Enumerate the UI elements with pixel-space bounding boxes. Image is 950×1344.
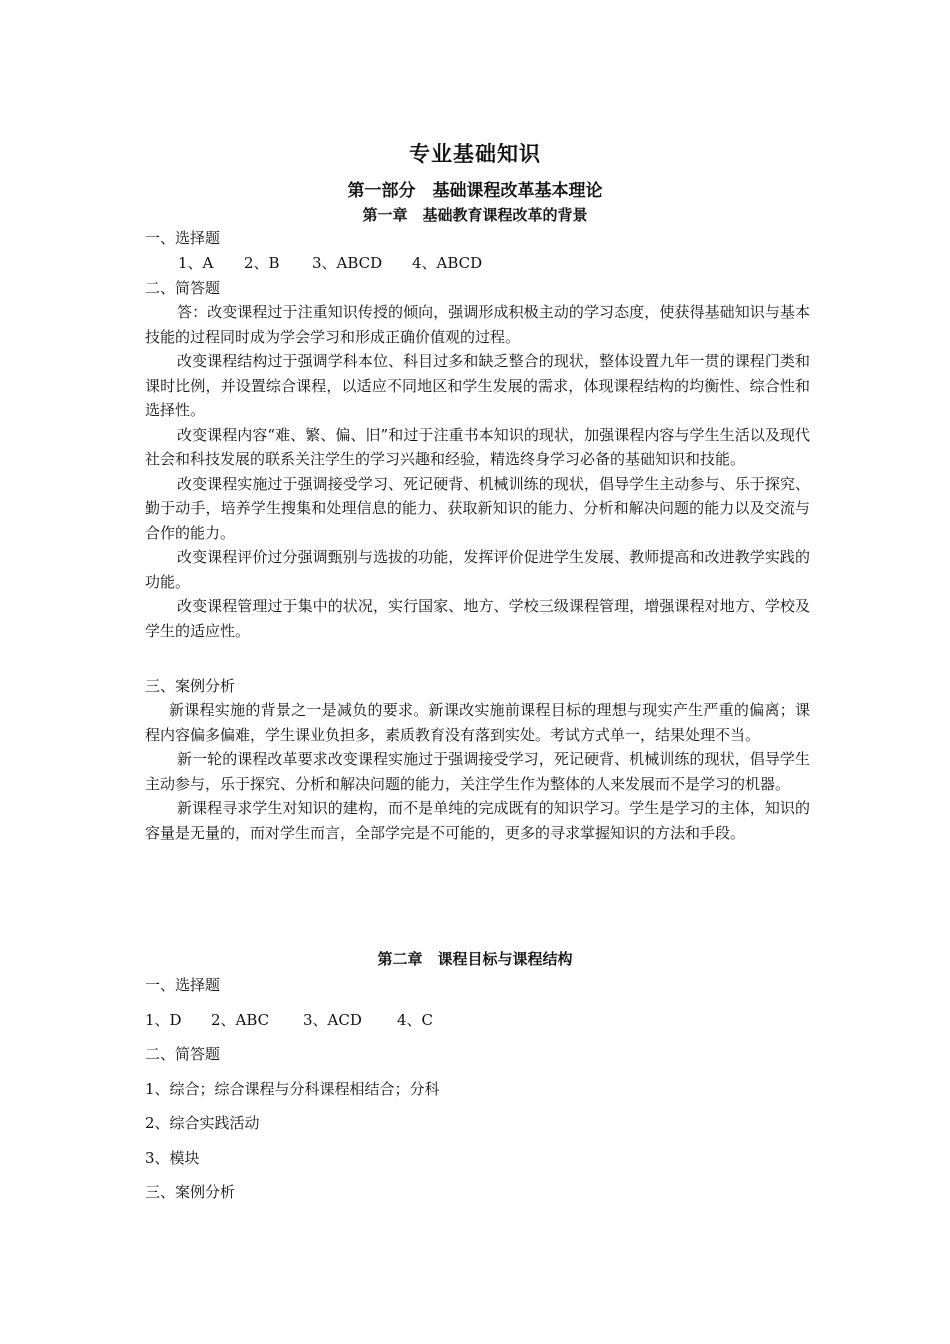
ch2-short-answer-2: 2、综合实践活动 (145, 1114, 260, 1132)
chapter-1-title: 第一章 基础教育课程改革的背景 (362, 206, 588, 224)
ch1-answer-3: 3、ABCD (312, 254, 383, 272)
paragraph: 改变课程结构过于强调学科本位、科目过多和缺乏整合的现状，整体设置九年一贯的课程门类和课时比例，并设置综合课程，以适应不同地区和学生发展的需求，体现课程结构的均衡性、综合性和选择性。 (145, 352, 810, 419)
ch2-answer-4: 4、C (397, 1011, 434, 1029)
ch2-answer-1: 1、D (145, 1011, 182, 1029)
document-title: 专业基础知识 (409, 142, 541, 166)
ch1-case-body (145, 698, 810, 845)
ch2-section-short: 二、简答题 (145, 1045, 221, 1063)
paragraph: 改变课程内容“难、繁、偏、旧”和过于注重书本知识的现状，加强课程内容与学生生活以及现代社会和科技发展的联系关注学生的学习兴趣和经验，精选终身学习必备的基础知识和技能。 (145, 425, 810, 468)
ch2-short-answer-3: 3、模块 (145, 1149, 200, 1167)
ch2-answer-2: 2、ABC (211, 1011, 270, 1029)
ch2-section-choice: 一、选择题 (145, 976, 221, 994)
part-title: 第一部分 基础课程改革基本理论 (347, 181, 603, 201)
ch1-section-choice: 一、选择题 (145, 229, 221, 247)
ch1-answer-1: 1、A (178, 254, 214, 272)
chapter-2-title: 第二章 课程目标与课程结构 (377, 950, 573, 968)
ch1-section-short: 二、简答题 (145, 279, 221, 297)
ch1-answer-2: 2、B (244, 254, 280, 272)
ch1-section-case: 三、案例分析 (145, 677, 236, 695)
ch2-choice-answers (145, 1008, 433, 1032)
ch2-short-answer-1: 1、综合；综合课程与分科课程相结合；分科 (145, 1080, 440, 1098)
paragraph: 新课程寻求学生对知识的建构，而不是单纯的完成既有的知识学习。学生是学习的主体，知识的容量是无量的，而对学生而言，全部学完是不可能的，更多的寻求掌握知识的方法和手段。 (145, 799, 810, 842)
paragraph: 新课程实施的背景之一是减负的要求。新课改实施前课程目标的理想与现实产生严重的偏离；课程内容偏多偏难，学生课业负担多，素质教育没有落到实处。考试方式单一，结果处理不当。 (145, 701, 810, 744)
ch2-answer-3: 3、ACD (303, 1011, 362, 1029)
paragraph: 答：改变课程过于注重知识传授的倾向，强调形成积极主动的学习态度，使获得基础知识与基本技能的过程同时成为学会学习和形成正确价值观的过程。 (145, 303, 810, 346)
paragraph: 新一轮的课程改革要求改变课程实施过于强调接受学习，死记硬背、机械训练的现状，倡导学生主动参与，乐于探究、分析和解决问题的能力，关注学生作为整体的人来发展而不是学习的机器。 (145, 750, 810, 793)
paragraph: 改变课程管理过于集中的状况，实行国家、地方、学校三级课程管理，增强课程对地方、学校及学生的适应性。 (145, 597, 810, 640)
paragraph: 改变课程实施过于强调接受学习、死记硬背、机械训练的现状，倡导学生主动参与、乐于探究、勤于动手，培养学生搜集和处理信息的能力、获取新知识的能力、分析和解决问题的能力以及交流与合作的能力。 (145, 474, 810, 542)
ch2-section-case: 三、案例分析 (145, 1183, 236, 1201)
ch1-choice-answers (178, 251, 482, 275)
ch1-short-answer-body (145, 300, 810, 643)
ch1-answer-4: 4、ABCD (412, 254, 483, 272)
paragraph: 改变课程评价过分强调甄别与选拔的功能，发挥评价促进学生发展、教师提高和改进教学实践的功能。 (145, 548, 810, 591)
